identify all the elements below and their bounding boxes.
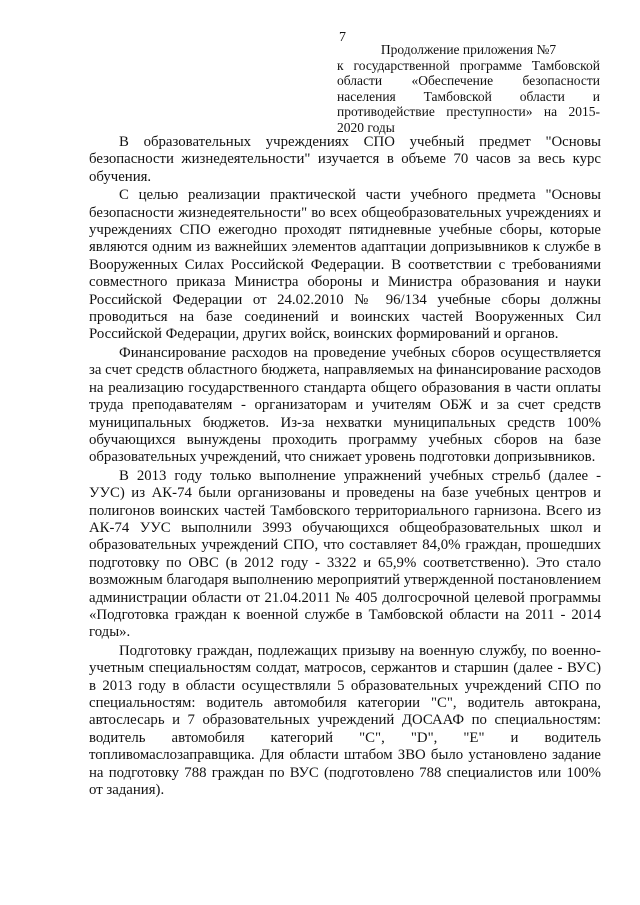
paragraph: Подготовку граждан, подлежащих призыву на военную службу, по военно-учетным специальностям солдат, матросов, сержантов и старшин (далее - ВУС) в 2013 году в области осуществляли 5 образовательных учреждений СПО по специальностям: водитель автомобиля категории "С", водитель автокрана, автослесарь и 7 образовательных учреждений ДОСААФ по специальностям: водитель автомобиля категорий "С", "D", "E" и водитель топливомаслозаправщика. Для области штабом ЗВО было установлено задание на подготовку 788 граждан по ВУС (подготовлено 788 специалистов или 100% от задания).: [89, 642, 601, 799]
paragraph: Финансирование расходов на проведение учебных сборов осуществляется за счет средств областного бюджета, направляемых на финансирование расходов на реализацию государственного стандарта общего образования в части оплаты труда преподавателям - организаторам и учителям ОБЖ и за счет средств муниципальных бюджетов. Из-за нехватки муниципальных средств 100% обучающихся вынуждены проходить программу учебных сборов на базе образовательных учреждений, что снижает уровень подготовки допризывников.: [89, 344, 601, 466]
document-body: [89, 134, 601, 800]
paragraph: С целью реализации практической части учебного предмета "Основы безопасности жизнедеятельности" во всех общеобразовательных учреждениях и учреждениях СПО ежегодно проходят пятидневные учебные сборы, которые являются одним из важнейших элементов адаптации допризывников к службе в Вооруженных Силах Российской Федерации. В соответствии с требованиями совместного приказа Министра обороны и Министра образования и науки Российской Федерации от 24.02.2010 № 96/134 учебные сборы должны проводиться на базе соединений и воинских частей Вооруженных Сил Российской Федерации, других войск, воинских формирований и органов.: [89, 187, 601, 343]
appendix-title: Продолжение приложения №7: [380, 42, 557, 57]
page-number: 7: [339, 30, 346, 45]
appendix-reference: к государственной программе Тамбовской области «Обеспечение безопасности населения Тамбовской области и противодействие преступности» на 2015-2020 годы: [337, 57, 600, 135]
paragraph: В образовательных учреждениях СПО учебный предмет "Основы безопасности жизнедеятельности" изучается в объеме 70 часов за весь курс обучения.: [89, 134, 601, 185]
appendix-header: [337, 42, 600, 135]
paragraph: В 2013 году только выполнение упражнений учебных стрельб (далее - УУС) из АК-74 были организованы и проведены на базе учебных центров и полигонов воинских частей Тамбовского территориального гарнизона. Всего из АК-74 УУС выполнили 3993 обучающихся общеобразовательных школ и образовательных учреждений СПО, что составляет 84,0% граждан, прошедших подготовку по ОВС (в 2012 году - 3322 и 65,9% соответственно). Это стало возможным благодаря выполнению мероприятий утвержденной постановлением администрации области от 21.04.2011 № 405 долгосрочной целевой программы «Подготовка граждан к военной службе в Тамбовской области на 2011 - 2014 годы».: [89, 467, 601, 641]
